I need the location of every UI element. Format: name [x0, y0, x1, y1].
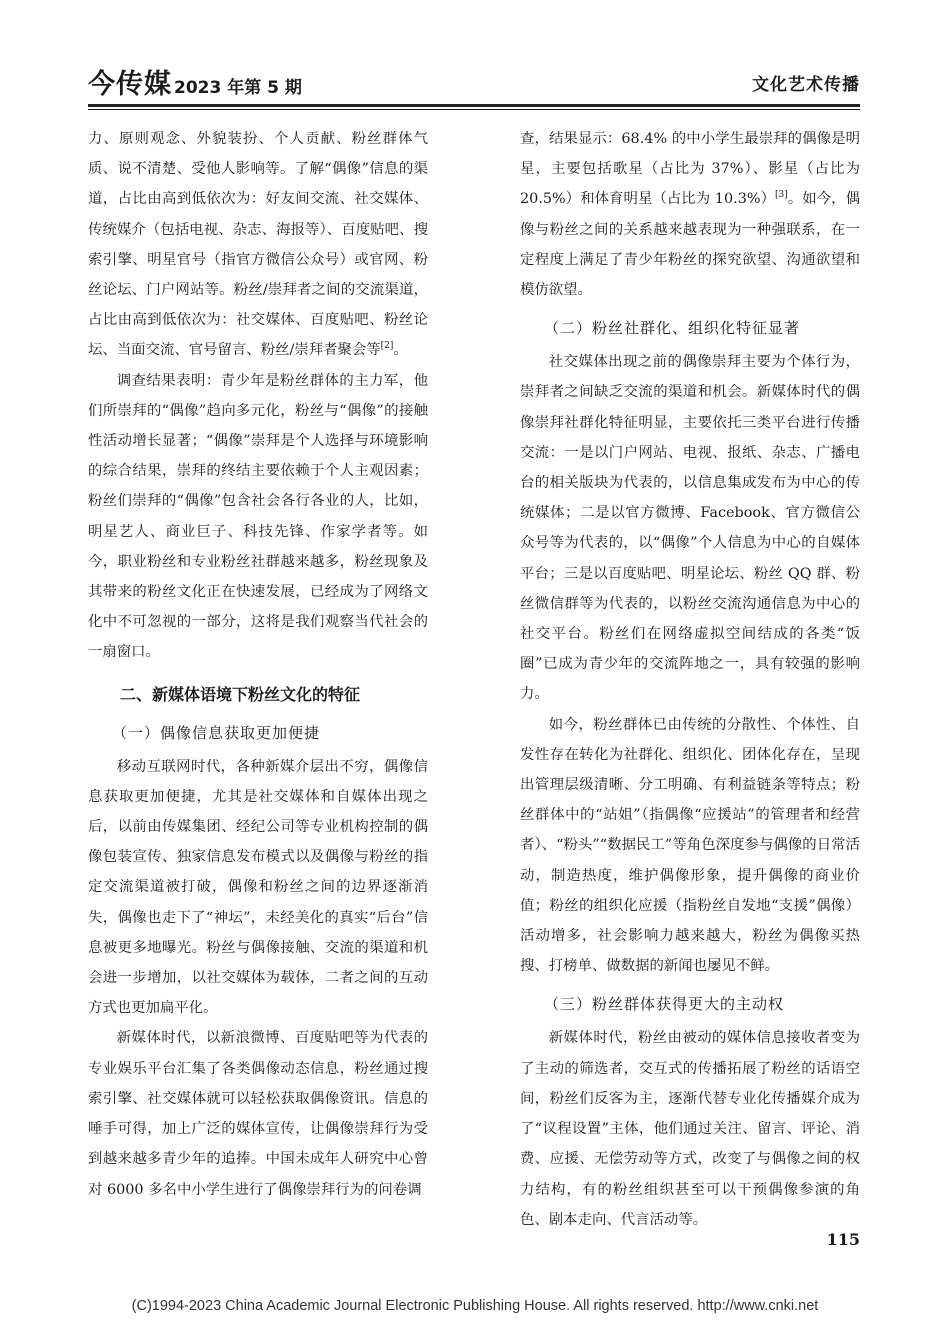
paragraph: 如今，粉丝群体已由传统的分散性、个体性、自发性存在转化为社群化、组织化、团体化存在，呈现出管理层级清晰、分工明确、有利益链条等特点；粉丝群体中的“站姐”（指偶像“应援站”的管理者和经营者）、“粉头”“数据民工”等角色深度参与偶像的日常活动，制造热度，维护偶像形象，提升偶像的商业价值；粉丝的组织化应援（指粉丝自发地“支援”偶像）活动增多，社会影响力越来越大，粉丝为偶像买热搜、打榜单、做数据的新闻也屡见不鲜。	[520, 716, 860, 975]
section-heading: 二、新媒体语境下粉丝文化的特征	[120, 684, 361, 704]
subsection-heading: （一）偶像信息获取更加便捷	[112, 723, 321, 742]
subsection-heading: （二）粉丝社群化、组织化特征显著	[544, 319, 801, 338]
page-header	[88, 60, 860, 104]
journal-title	[88, 62, 302, 101]
section-name: 文化艺术传播	[752, 75, 860, 95]
paragraph: 力、原则观念、外貌装扮、个人贡献、粉丝群体气质、说不清楚、受他人影响等。了解“偶像”信息的渠道，占比由高到低依次为：好友间交流、社交媒体、传统媒介（包括电视、杂志、海报等）、百度贴吧、搜索引擎、明星官号（指官方微信公众号）或官网、粉丝论坛、门户网站等。粉丝/崇拜者之间的交流渠道，占比由高到低依次为：社交媒体、百度贴吧、粉丝论坛、当面交流、官号留言、粉丝/崇拜者聚会等[2]。	[88, 131, 428, 359]
copyright-notice: (C)1994-2023 China Academic Journal Electronic Publishing House. All rights reserved. http://www.cnki.net	[131, 1298, 819, 1314]
citation-ref: [2]	[380, 341, 394, 352]
header-rule-thin	[88, 109, 860, 110]
paragraph: 新媒体时代，以新浪微博、百度贴吧等为代表的专业娱乐平台汇集了各类偶像动态信息，粉丝通过搜索引擎、社交媒体就可以轻松获取偶像资讯。信息的唾手可得，加上广泛的媒体宣传，让偶像崇拜行为受到越来越多青少年的追捧。中国未成年人研究中心曾对 6000 多名中小学生进行了偶像崇拜行为的问卷调	[88, 1030, 428, 1198]
header-rule-thick	[88, 104, 860, 107]
left-column	[88, 124, 428, 1205]
right-column	[520, 124, 860, 1235]
paragraph: 调查结果表明：青少年是粉丝群体的主力军，他们所崇拜的“偶像”趋向多元化，粉丝与“偶像”的接触性活动增长显著；“偶像”崇拜是个人选择与环境影响的综合结果，崇拜的终结主要依赖于个人主观因素；粉丝们崇拜的“偶像”包含社会各行各业的人，比如，明星艺人、商业巨子、科技先锋、作家学者等。如今，职业粉丝和专业粉丝社群越来越多，粉丝现象及其带来的粉丝文化正在快速发展，已经成为了网络文化中不可忽视的一部分，这将是我们观察当代社会的一扇窗口。	[88, 372, 428, 661]
paragraph: 社交媒体出现之前的偶像崇拜主要为个体行为，崇拜者之间缺乏交流的渠道和机会。新媒体时代的偶像崇拜社群化特征明显，主要依托三类平台进行传播交流：一是以门户网站、电视、报纸、杂志、广播电台的相关版块为代表的，以信息集成发布为中心的传统媒体；二是以官方微博、Facebook、官方微信公众号等为代表的，以“偶像”个人信息为中心的自媒体平台；三是以百度贴吧、明星论坛、粉丝 QQ 群、粉丝微信群等为代表的，以粉丝交流沟通信息为中心的社交平台。粉丝们在网络虚拟空间结成的各类“饭圈”已成为青少年的交流阵地之一，具有较强的影响力。	[520, 354, 860, 703]
citation-ref: [3]	[775, 190, 788, 201]
journal-issue: 2023 年第 5 期	[174, 78, 302, 98]
paragraph: 查，结果显示：68.4% 的中小学生最崇拜的偶像是明星，主要包括歌星（占比为 37%）、影星（占比为 20.5%）和体育明星（占比为 10.3%）[3]。如今，偶像与粉丝之间的关系越来越表现为一种强联系，在一定程度上满足了青少年粉丝的探究欲望、沟通欲望和模仿欲望。	[520, 131, 860, 299]
subsection-heading: （三）粉丝群体获得更大的主动权	[544, 995, 785, 1014]
page-number: 115	[826, 1230, 860, 1249]
paragraph: 新媒体时代，粉丝由被动的媒体信息接收者变为了主动的筛选者，交互式的传播拓展了粉丝的话语空间，粉丝们反客为主，逐渐代替专业化传播媒介成为了“议程设置”主体，他们通过关注、留言、评论、消费、应援、无偿劳动等方式，改变了与偶像之间的权力结构，有的粉丝组织甚至可以干预偶像参演的角色、剧本走向、代言活动等。	[520, 1030, 860, 1228]
paragraph: 移动互联网时代，各种新媒介层出不穷，偶像信息获取更加便捷，尤其是社交媒体和自媒体出现之后，以前由传媒集团、经纪公司等专业机构控制的偶像包装宣传、独家信息发布模式以及偶像与粉丝的指定交流渠道被打破，偶像和粉丝之间的边界逐渐消失，偶像也走下了“神坛”，未经美化的真实“后台”信息被更多地曝光。粉丝与偶像接触、交流的渠道和机会进一步增加，以社交媒体为载体，二者之间的互动方式也更加扁平化。	[88, 758, 428, 1017]
journal-name: 今传媒	[88, 69, 172, 100]
